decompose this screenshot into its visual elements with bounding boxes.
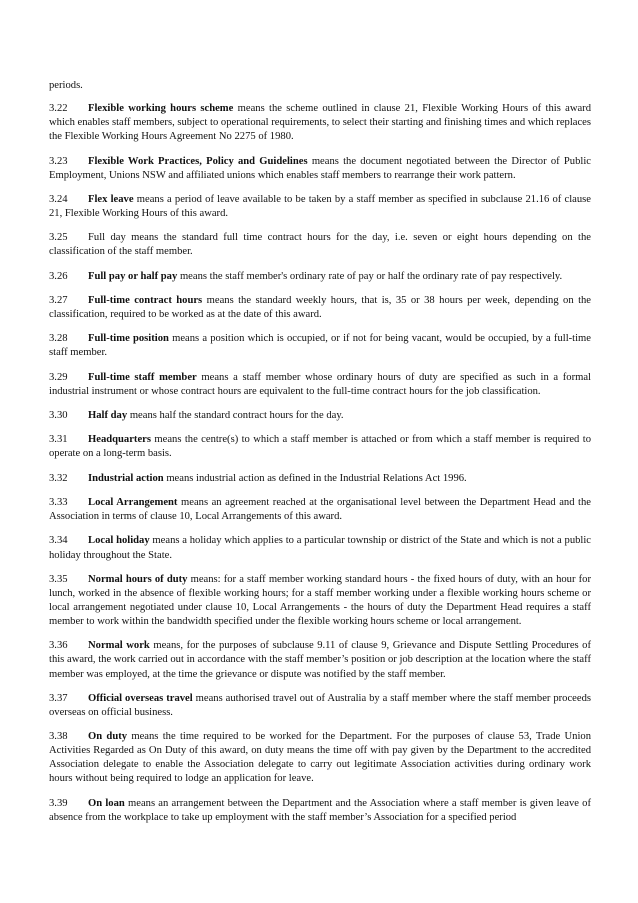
defined-term: Local holiday [88,535,150,547]
definition-clause [49,231,591,259]
clause-number: 3.30 [49,410,68,422]
clause-number: 3.29 [49,371,68,383]
clause-number: 3.32 [49,472,68,484]
definition-text: means the scheme outlined in clause 21, Flexible Working Hours of this award which enables staff members, subject to operational requirements, to select their starting and finishing times and which replaces the Flexible Working Hours Agreement No 2275 of 1980. [49,103,591,143]
definition-clause [49,193,591,221]
definition-clause [49,797,591,825]
defined-term: On duty [88,731,128,743]
definition-text: means a period of leave available to be taken by a staff member as specified in subclause 21.16 of clause 21, Flexible Working Hours of this award. [49,193,591,220]
definition-clause [49,155,591,183]
defined-term: Headquarters [88,434,151,446]
clause-number: 3.22 [49,103,68,115]
definition-text: means an agreement reached at the organisational level between the Department Head and the Association in terms of clause 10, Local Arrangements of this award. [49,497,591,523]
definition-clause [49,534,591,562]
defined-term: Full-time position [88,333,169,345]
clause-number: 3.36 [49,640,68,652]
defined-term: Full pay or half pay [88,270,178,282]
definition-text: means a position which is occupied, or if not for being vacant, would be occupied, by a full-time staff member. [49,333,591,359]
definition-text: means: for a staff member working standard hours - the fixed hours of duty, with an hour for lunch, worked in the absence of flexible working hours; for a staff member working under a flexible working hours scheme or local arrangement negotiated under clause 10, Local Arrangements - the hours of duty the Department Head requires a staff member to work within the bandwidth specified under the flexible working hours scheme or local arrangement. [49,573,591,628]
definition-text: means the standard weekly hours, that is, 35 or 38 hours per week, depending on the classification, required to be worked as at the date of this award. [49,294,592,321]
definition-clause [49,294,591,322]
defined-term: Local Arrangement [88,497,178,509]
definition-clause [49,692,591,720]
defined-term: Normal hours of duty [88,573,188,585]
definition-clause [49,409,591,423]
definition-text: means the staff member's ordinary rate of pay or half the ordinary rate of pay respectively. [179,270,563,282]
definition-text: means a staff member whose ordinary hours of duty are specified as such in a formal industrial instrument or whose contract hours are equivalent to the full-time contract hours for the job classification. [49,371,591,397]
clause-number: 3.26 [49,270,68,282]
definition-clause [49,371,591,399]
definition-text: means half the standard contract hours for the day. [129,410,344,422]
defined-term: Flexible Work Practices, Policy and Guidelines [88,155,308,167]
defined-term: Industrial action [88,472,164,484]
defined-term: Full-time staff member [88,371,197,383]
defined-term: On loan [88,797,125,809]
clause-number: 3.34 [49,535,68,547]
document-body [49,79,591,835]
definition-text: means the time required to be worked for the Department. For the purposes of clause 53, Trade Union Activities Regarded as On Duty of this award, on duty means the time off with pay given by the Department to the accredited Association delegate to enable the Association delegate to carry out legitimate Association activities during ordinary work hours without being required to lodge an application for leave. [49,731,592,785]
definition-clause [49,573,591,629]
definition-text: means the centre(s) to which a staff member is attached or from which a staff member is required to operate on a long-term basis. [49,434,591,460]
definition-clause [49,102,591,144]
defined-term: Official overseas travel [88,692,193,704]
clause-number: 3.25 [49,232,68,244]
definition-text: means authorised travel out of Australia by a staff member where the staff member proceeds overseas on official business. [49,692,591,718]
clause-number: 3.38 [49,731,68,743]
clause-number: 3.31 [49,434,68,446]
defined-term: Full-time contract hours [88,294,203,306]
clause-number: 3.24 [49,193,68,205]
definition-clause [49,433,591,461]
defined-term: Normal work [88,640,150,652]
definition-clause [49,332,591,360]
definition-text: means the document negotiated between the Director of Public Employment, Unions NSW and affiliated unions which enables staff members to rearrange their work pattern. [49,155,591,181]
definition-clause [49,472,591,486]
defined-term: Flexible working hours scheme [88,103,234,115]
definition-text: means a holiday which applies to a particular township or district of the State and which is not a public holiday throughout the State. [49,535,591,561]
definition-clause [49,730,591,786]
clause-number: 3.39 [49,797,68,809]
clause-number: 3.23 [49,155,68,167]
definition-clause [49,639,591,681]
clause-number: 3.33 [49,497,68,509]
definition-text: means an arrangement between the Department and the Association where a staff member is given leave of absence from the workplace to take up employment with the staff member’s Association for a specified period [49,797,591,823]
definition-text: Full day means the standard full time contract hours for the day, i.e. seven or eight hours depending on the classification of the staff member. [49,232,591,258]
defined-term: Half day [88,410,128,422]
definition-clause [49,270,591,284]
clause-list [49,102,591,825]
continuation-text: periods. [49,80,83,91]
definition-text: means industrial action as defined in the Industrial Relations Act 1996. [166,472,467,484]
clause-number: 3.27 [49,294,68,306]
clause-number: 3.28 [49,333,68,345]
defined-term: Flex leave [88,193,134,205]
definition-clause [49,496,591,524]
definition-text: means, for the purposes of subclause 9.11 of clause 9, Grievance and Dispute Settling Procedures of this award, the work carried out in accordance with the staff member’s position or job description at the location where the staff member was employed, at the time the grievance or dispute was notified by the staff member. [49,640,592,680]
clause-number: 3.35 [49,573,68,585]
clause-number: 3.37 [49,692,68,704]
